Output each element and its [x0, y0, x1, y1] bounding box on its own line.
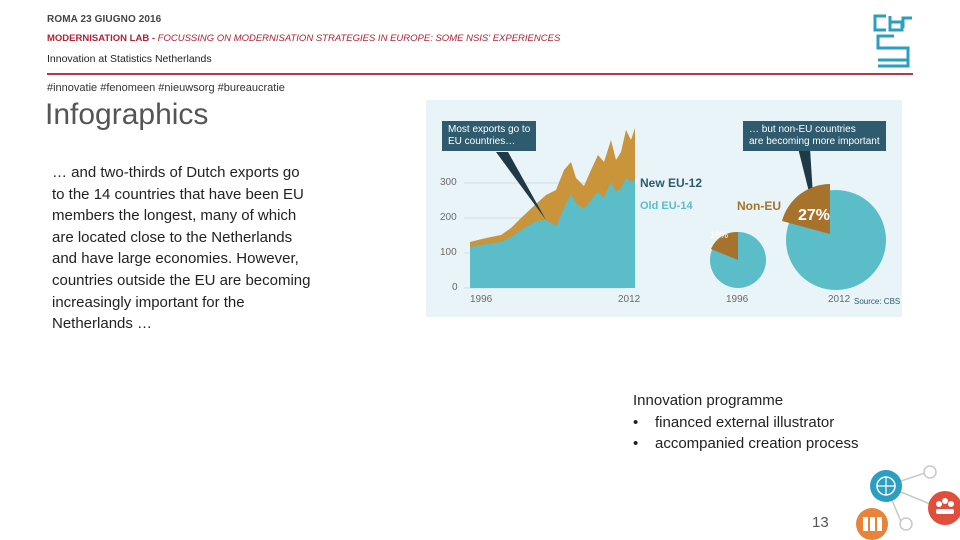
pie-2012 [782, 184, 886, 290]
header-date-line: ROMA 23 GIUGNO 2016 [47, 14, 162, 25]
source-note: Source: CBS [854, 297, 901, 306]
pie-2012-pct: 27% [798, 207, 831, 224]
cbs-logo [872, 14, 914, 72]
exports-infographic [426, 100, 902, 317]
books-icon [856, 508, 888, 540]
pie-1996 [710, 232, 766, 288]
page-number: 13 [812, 514, 829, 531]
pie-year-2012: 2012 [828, 294, 851, 305]
body-paragraph: … and two-thirds of Dutch exports go to the 14 countries that have been EU members the longest, many of which are located close to the Netherlands and have large economies. However, countries outside the EU are becoming increasingly important for the Netherlands … [52, 164, 311, 333]
callout-left-line2: EU countries… [448, 136, 516, 147]
label-non-eu: Non-EU [737, 199, 781, 213]
programme-title: Innovation programme [633, 392, 784, 409]
header-conference-lead: MODERNISATION LAB - [47, 33, 158, 44]
programme-list [633, 412, 858, 455]
header-conference-line [47, 33, 560, 44]
header-subtitle: Innovation at Statistics Netherlands [47, 53, 212, 65]
y-tick-0: 0 [452, 282, 458, 293]
programme-item: • accompanied creation process [633, 433, 858, 455]
callout-right-line1: … but non-EU countries [749, 124, 856, 135]
y-tick-200: 200 [440, 212, 457, 223]
label-new-eu: New EU-12 [640, 176, 703, 190]
hashtags: #innovatie #fenomeen #nieuwsorg #bureaucratie [47, 82, 285, 94]
node-circle [924, 466, 936, 478]
y-tick-100: 100 [440, 247, 457, 258]
callout-left [442, 121, 536, 151]
people-icon [928, 491, 960, 525]
x-tick-1996: 1996 [470, 294, 493, 305]
innovation-programme [633, 390, 858, 455]
header-conference-title: FOCUSSING ON MODERNISATION STRATEGIES IN EUROPE: SOME NSIS' EXPERIENCES [157, 33, 561, 44]
pie-year-1996: 1996 [726, 294, 749, 305]
globe-icon [870, 470, 902, 502]
decorative-icon-cluster [850, 462, 960, 540]
pie-1996-pct: 19% [710, 230, 729, 240]
callout-left-line1: Most exports go to [448, 124, 531, 135]
label-old-eu: Old EU-14 [640, 200, 693, 212]
y-tick-300: 300 [440, 177, 457, 188]
programme-item: • financed external illustrator [633, 412, 858, 434]
callout-right-line2: are becoming more important [749, 136, 880, 147]
node-circle [900, 518, 912, 530]
page-title: Infographics [45, 98, 209, 131]
x-tick-2012: 2012 [618, 294, 641, 305]
header-divider [47, 73, 913, 75]
callout-right [743, 121, 886, 151]
